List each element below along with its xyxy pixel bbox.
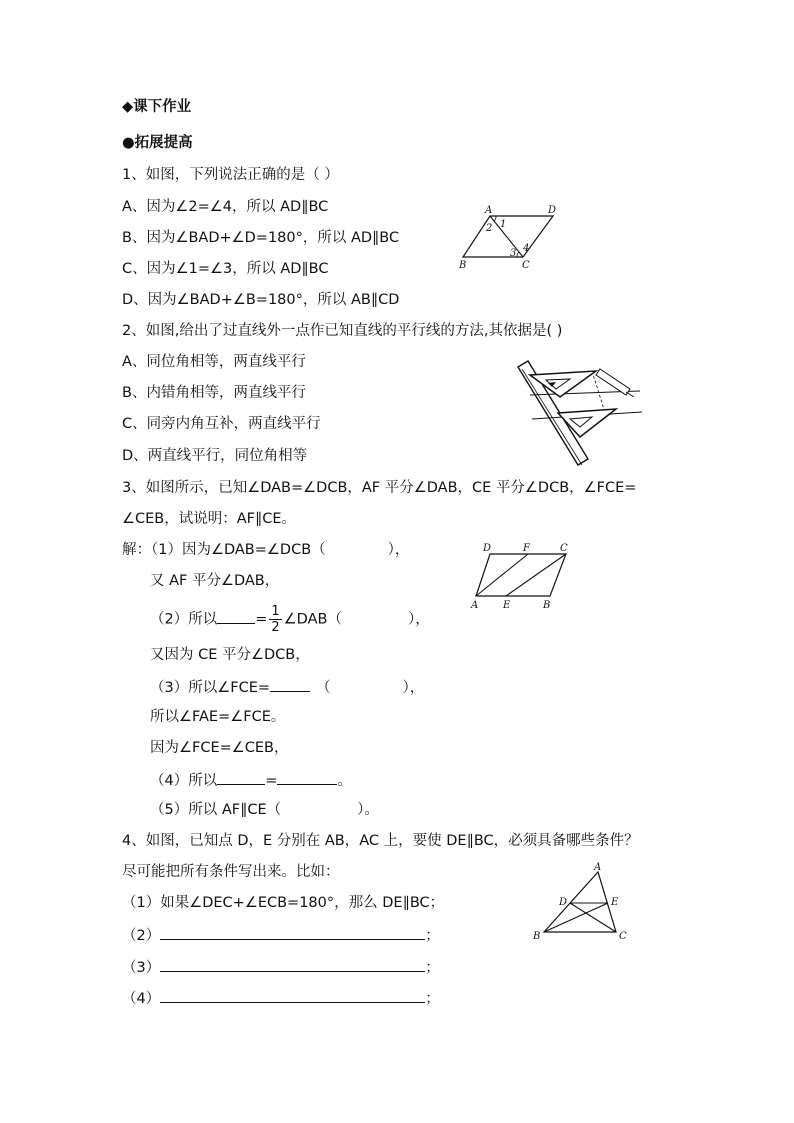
- subsection-title: ●拓展提高: [122, 135, 193, 151]
- q3-step-4-blank-left[interactable]: [217, 769, 265, 785]
- q3-label-f: F: [523, 543, 530, 554]
- q1-label-2: 2: [486, 223, 493, 234]
- q3-line-c: 所以∠FAE=∠FCE。: [150, 709, 286, 725]
- q3-step-4: [150, 769, 352, 791]
- q1-option-a: A、因为∠2=∠4，所以 AD∥BC: [122, 199, 329, 215]
- q4-answer-line-4[interactable]: [160, 987, 425, 1003]
- section-title: ◆课下作业: [122, 99, 192, 115]
- q3-stem-line1: 3、如图所示，已知∠DAB=∠DCB，AF 平分∠DAB，CE 平分∠DCB，∠FCE=: [122, 480, 637, 496]
- q3-solution-intro-end: ），: [387, 542, 410, 558]
- q3-step-5: [150, 800, 379, 820]
- q3-solution-intro: [122, 540, 409, 560]
- q2-figure-set-squares: [510, 355, 650, 470]
- q3-step-3-mid: （: [316, 680, 331, 696]
- q4-label-b: B: [533, 931, 541, 942]
- q3-label-d: D: [483, 543, 492, 554]
- q3-label-c: C: [560, 543, 568, 554]
- q4-label-e: E: [611, 897, 619, 908]
- q3-figure-parallelogram: [468, 540, 578, 615]
- q2-option-d: D、两直线平行，同位角相等: [122, 448, 308, 464]
- q3-step-2-eq: =: [255, 611, 268, 628]
- q3-label-a: A: [471, 600, 479, 611]
- q1-label-d: D: [548, 205, 557, 216]
- q3-step-3-end: ），: [402, 680, 425, 696]
- q4-label-d: D: [559, 897, 568, 908]
- q4-answer-line-2[interactable]: [160, 924, 425, 940]
- q3-step-3-prefix: （3）所以∠FCE=: [150, 680, 270, 696]
- q4-item-3: [122, 956, 440, 978]
- q3-step-5-end: ）。: [357, 802, 379, 818]
- q3-step-2-end: ），: [407, 611, 430, 628]
- q1-option-b: B、因为∠BAD+∠D=180°，所以 AD∥BC: [122, 230, 400, 246]
- q3-solution-intro-text: 解：（1）因为∠DAB=∠DCB（: [122, 542, 326, 558]
- q3-step-4-end: 。: [337, 773, 352, 789]
- q3-step-3-blank[interactable]: [270, 676, 310, 692]
- q1-label-b: B: [459, 260, 467, 271]
- q3-step-5-prefix: （5）所以 AF∥CE（: [150, 802, 282, 818]
- q4-item-2-terminator: ；: [425, 928, 440, 944]
- q4-item-4: [122, 987, 440, 1009]
- q3-label-b: B: [543, 600, 551, 611]
- q2-option-a: A、同位角相等，两直线平行: [122, 354, 306, 370]
- q3-step-2-mid: ∠DAB（: [283, 611, 342, 628]
- q3-fraction-denominator: 2: [271, 620, 280, 635]
- q4-item-3-terminator: ；: [425, 960, 440, 976]
- q1-option-d: D、因为∠BAD+∠B=180°，所以 AB∥CD: [122, 292, 400, 308]
- q3-fraction-half: [269, 604, 281, 635]
- q2-option-c: C、同旁内角互补，两直线平行: [122, 416, 321, 432]
- q4-figure-triangle: [528, 858, 638, 948]
- q4-label-a: A: [594, 862, 602, 873]
- q4-answer-line-3[interactable]: [160, 956, 425, 972]
- q3-label-e: E: [503, 600, 511, 611]
- q1-label-a: A: [485, 205, 493, 216]
- q3-step-4-eq: =: [265, 773, 278, 789]
- q1-stem: 1、如图，下列说法正确的是（ ）: [122, 167, 339, 183]
- q3-step-2-blank[interactable]: [217, 608, 255, 624]
- q4-item-2: [122, 924, 440, 946]
- q4-item-4-number: （4）: [122, 991, 161, 1007]
- q3-fraction-numerator: 1: [271, 604, 280, 619]
- q1-label-1: 1: [500, 219, 507, 230]
- q3-step-2: [150, 604, 430, 635]
- q3-line-b: 又因为 CE 平分∠DCB，: [150, 647, 310, 663]
- q3-stem-line2: ∠CEB，试说明：AF∥CE。: [122, 511, 297, 527]
- q1-label-c: C: [522, 260, 530, 271]
- q2-option-b: B、内错角相等，两直线平行: [122, 385, 306, 401]
- q2-stem: 2、如图,给出了过直线外一点作已知直线的平行线的方法,其依据是( ): [122, 323, 563, 339]
- q4-item-2-number: （2）: [122, 928, 161, 944]
- q3-step-4-blank-right[interactable]: [277, 769, 337, 785]
- q4-item-4-terminator: ；: [425, 991, 440, 1007]
- q1-figure-parallelogram: [455, 200, 575, 275]
- q3-step-2-prefix: （2）所以: [150, 611, 218, 628]
- q3-line-a: 又 AF 平分∠DAB，: [150, 573, 280, 589]
- q4-label-c: C: [619, 931, 627, 942]
- q3-step-3: [150, 676, 424, 698]
- q4-stem-line2: 尽可能把所有条件写出来。比如：: [122, 864, 340, 880]
- q4-example: （1）如果∠DEC+∠ECB=180°，那么 DE∥BC；: [122, 895, 445, 911]
- q4-stem-line1: 4、如图，已知点 D，E 分别在 AB，AC 上，要使 DE∥BC，必须具备哪些条件？: [122, 833, 639, 849]
- q1-label-3: 3: [510, 248, 517, 259]
- q1-option-c: C、因为∠1=∠3，所以 AD∥BC: [122, 261, 329, 277]
- q1-label-4: 4: [523, 243, 530, 254]
- q3-step-4-prefix: （4）所以: [150, 773, 218, 789]
- q4-item-3-number: （3）: [122, 960, 161, 976]
- q3-line-d: 因为∠FCE=∠CEB，: [150, 740, 289, 756]
